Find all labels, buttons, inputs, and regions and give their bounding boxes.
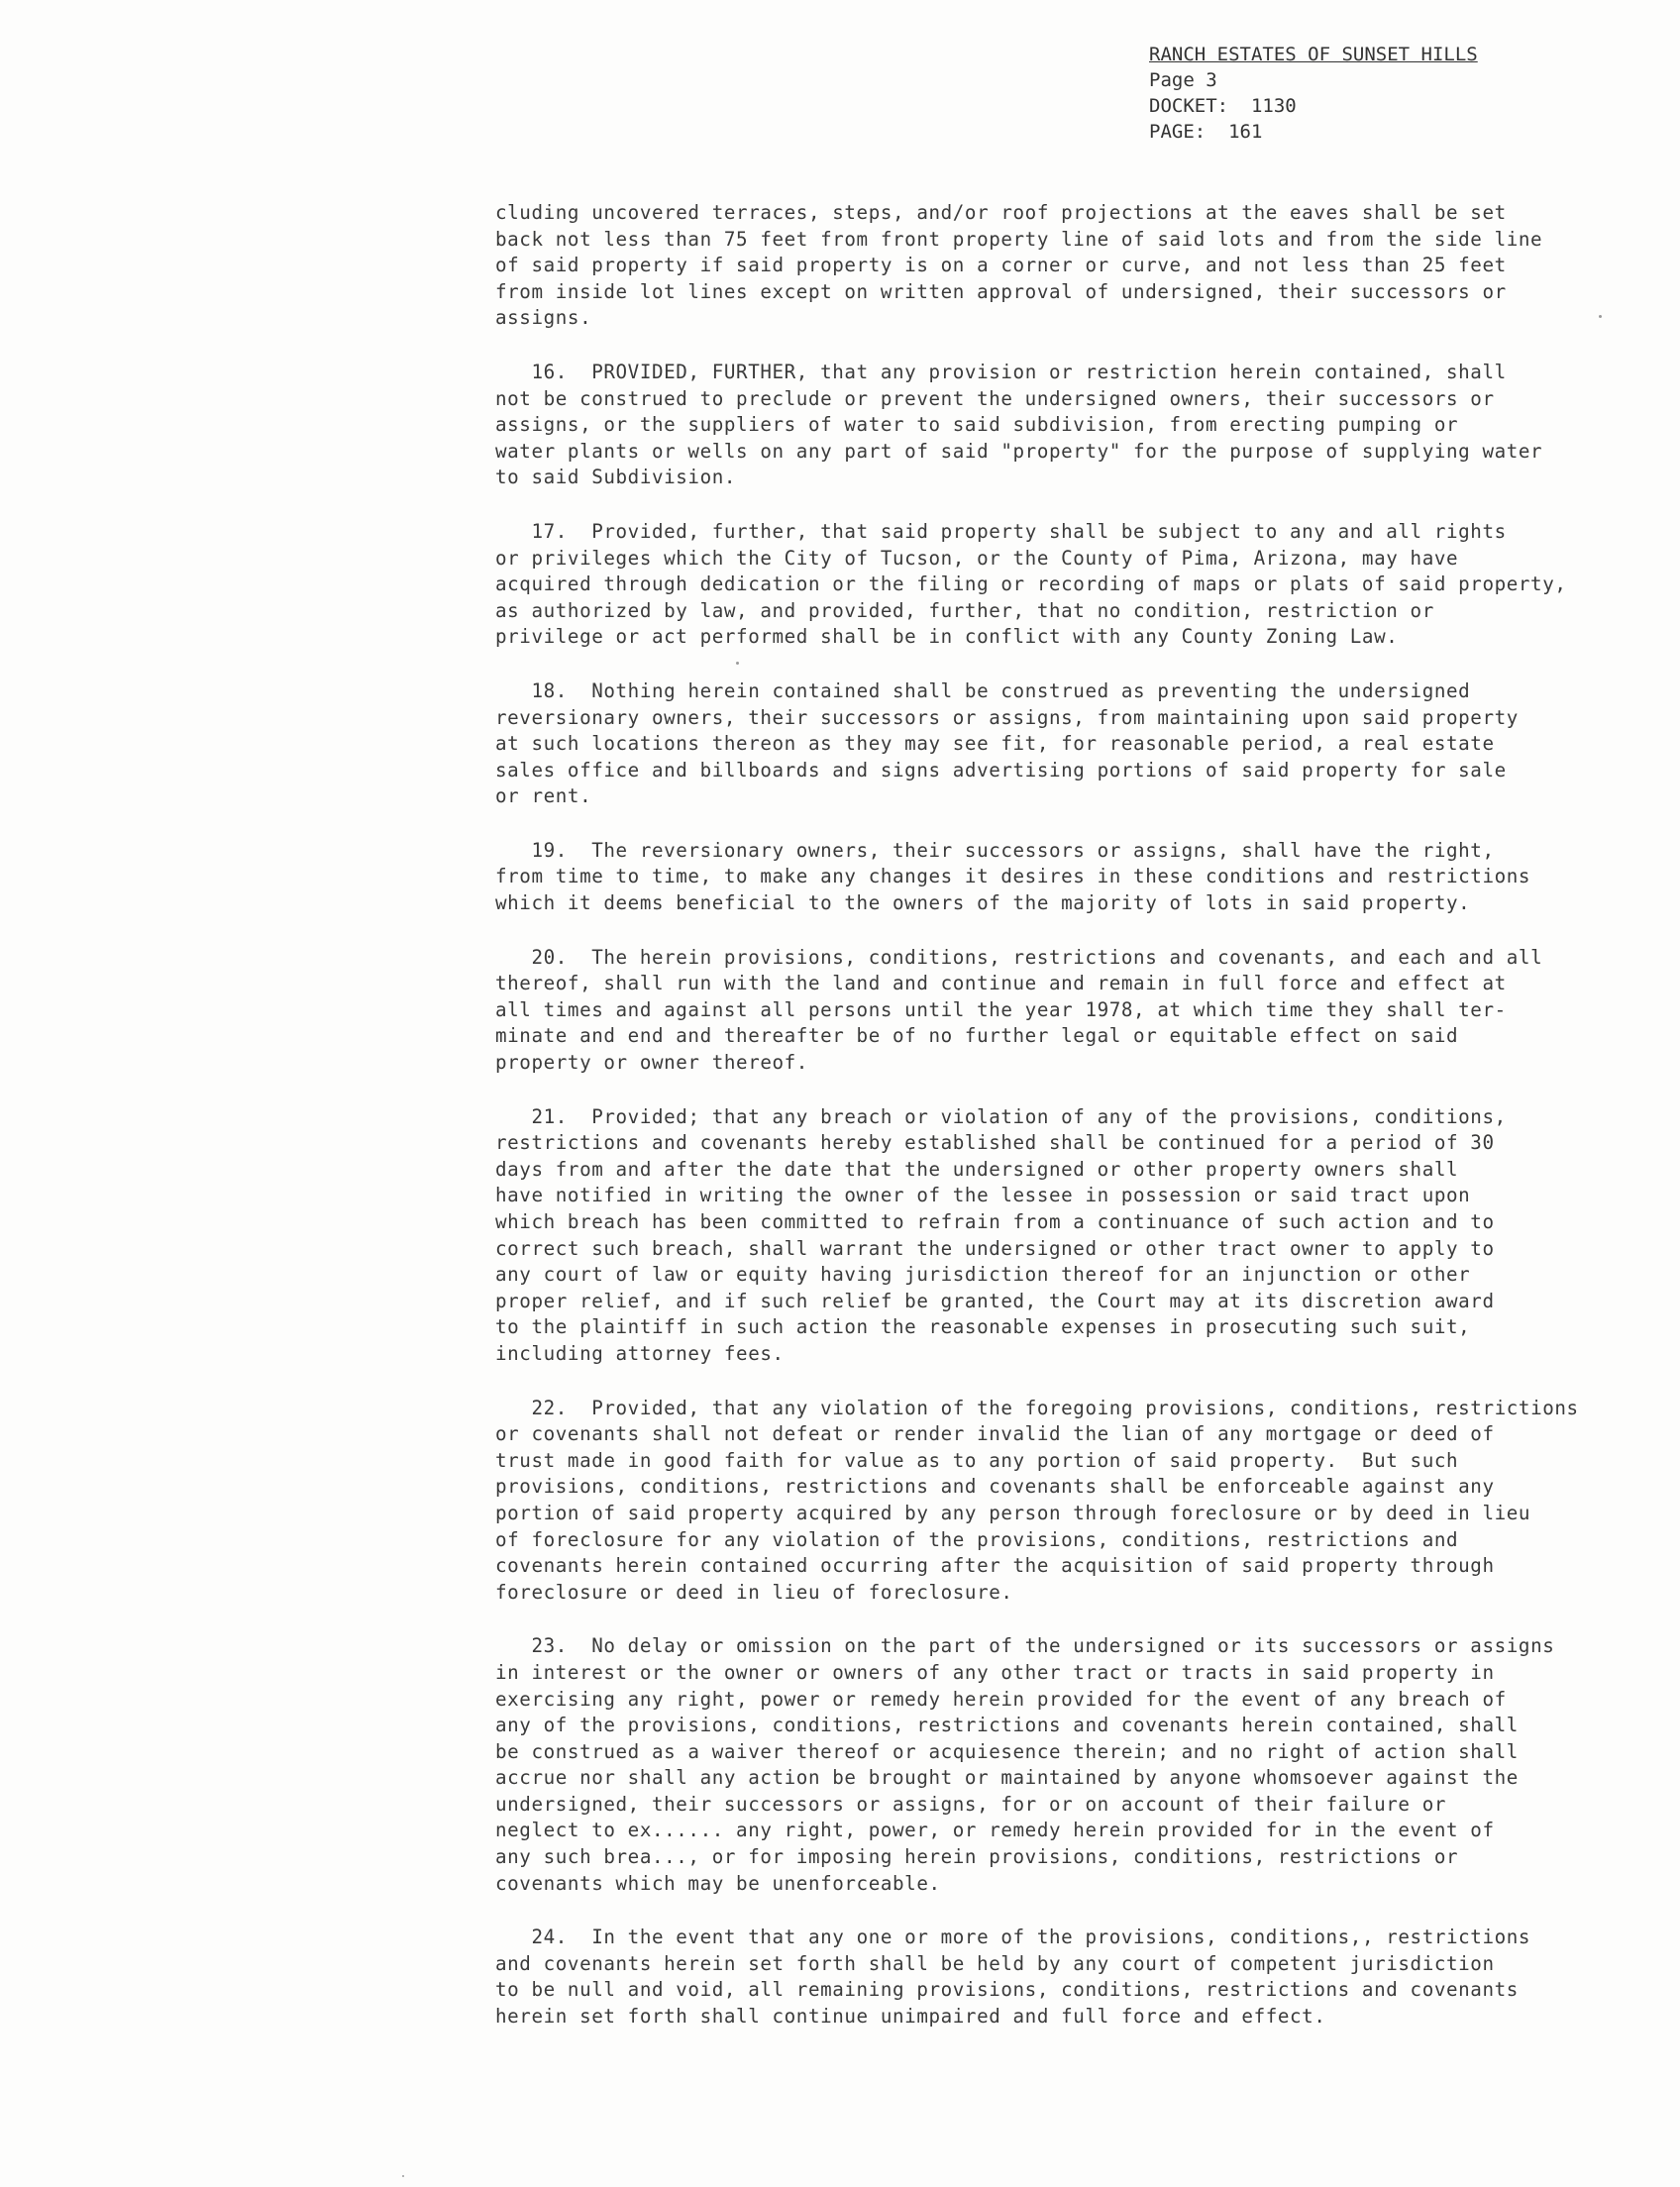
paragraph-20: 20. The herein provisions, conditions, restrictions and covenants, and each and all thereof, shall run with the land and continue and remain in full force and effect at all times and against all persons until the year 1978, at which time they shall ter- minate and end and thereafter be of no further legal or equitable effect on said property or owner thereof. [495, 945, 1543, 1075]
paragraph-18: 18. Nothing herein contained shall be construed as preventing the undersigned reversionary owners, their successors or assigns, from maintaining upon said property at such locations thereon as they may see fit, for reasonable period, a real estate sales office and billboards and signs advertising portions of said property for sale or rent. [495, 678, 1519, 808]
header-title: RANCH ESTATES OF SUNSET HILLS [1149, 44, 1478, 65]
paragraph-21: 21. Provided; that any breach or violation of any of the provisions, conditions, restrictions and covenants hereby established shall be continued for a period of 30 days from and after the date that the undersigned or other property owners shall have notified in writing the owner of the lessee in possession or said tract upon which breach has been committed to refrain from a continuance of such action and to correct such breach, shall warrant the undersigned or other tract owner to apply to any court of law or equity having jurisdiction thereof for an injunction or other proper relief, and if such relief be granted, the Court may at its discretion award to the plaintiff in such action the reasonable expenses in prosecuting such suit, including attorney fees. [495, 1104, 1507, 1365]
scan-speck [1599, 315, 1602, 318]
paragraph-22: 22. Provided, that any violation of the foregoing provisions, conditions, restrictions or covenants shall not defeat or render invalid the lian of any mortgage or deed of trust made in good faith for value as to any portion of said property. But such provisions, conditions, restrictions and covenants shall be enforceable against any portion of said property acquired by any person through foreclosure or by deed in lieu of foreclosure for any violation of the provisions, conditions, restrictions and covenants herein contained occurring after the acquisition of said property through foreclosure or deed in lieu of foreclosure. [495, 1396, 1579, 1604]
scan-speck [402, 2175, 404, 2177]
paragraph-24: 24. In the event that any one or more of the provisions, conditions,, restrictions and covenants herein set forth shall be held by any court of competent jurisdiction to be null and void, all remaining provisions, conditions, restrictions and covenants herein set forth shall continue unimpaired and full force and effect. [495, 1926, 1531, 2029]
paragraph-19: 19. The reversionary owners, their successors or assigns, shall have the right, from time to time, to make any changes it desires in these conditions and restrictions which it deems beneficial to the owners of the majority of lots in said property. [495, 838, 1531, 915]
header-page-number: Page 3 [1149, 69, 1217, 91]
paragraph-17: 17. Provided, further, that said property shall be subject to any and all rights or privileges which the City of Tucson, or the County of Pima, Arizona, may have acquired through dedication or the filing or recording of maps or plats of said property, as authorized by law, and provided, further, that no condition, restriction or privilege or act performed shall be in conflict with any County Zoning Law. [495, 519, 1567, 649]
paragraph-15-continuation: cluding uncovered terraces, steps, and/or roof projections at the eaves shall be set back not less than 75 feet from front property line of said lots and from the side line of said property if said property is on a corner or curve, and not less than 25 feet from inside lot lines except on written approval of undersigned, their successors or assigns. [495, 201, 1543, 330]
paragraph-16: 16. PROVIDED, FURTHER, that any provision or restriction herein contained, shall not be construed to preclude or prevent the undersigned owners, their successors or assigns, or the suppliers of water to said subdivision, from erecting pumping or water plants or wells on any part of said "property" for the purpose of supplying water to said Subdivision. [495, 360, 1543, 489]
header-page-ref: PAGE: 161 [1149, 121, 1263, 143]
scan-speck [736, 662, 739, 665]
paragraph-23: 23. No delay or omission on the part of the undersigned or its successors or assigns in interest or the owner or owners of any other tract or tracts in said property in exercising any right, power or remedy herein provided for the event of any breach of any of the provisions, conditions, restrictions and covenants herein contained, shall be construed as a waiver thereof or acquiesence therein; and no right of action shall accrue nor shall any action be brought or maintained by anyone whomsoever against the undersigned, their successors or assigns, for or on account of their failure or neglect to ex...... any right, power, or remedy herein provided for in the event of any such brea..., or for imposing herein provisions, conditions, restrictions or covenants which may be unenforceable. [495, 1634, 1555, 1895]
document-body [495, 200, 1664, 2058]
header-docket: DOCKET: 1130 [1149, 95, 1297, 117]
document-header [1149, 42, 1545, 145]
